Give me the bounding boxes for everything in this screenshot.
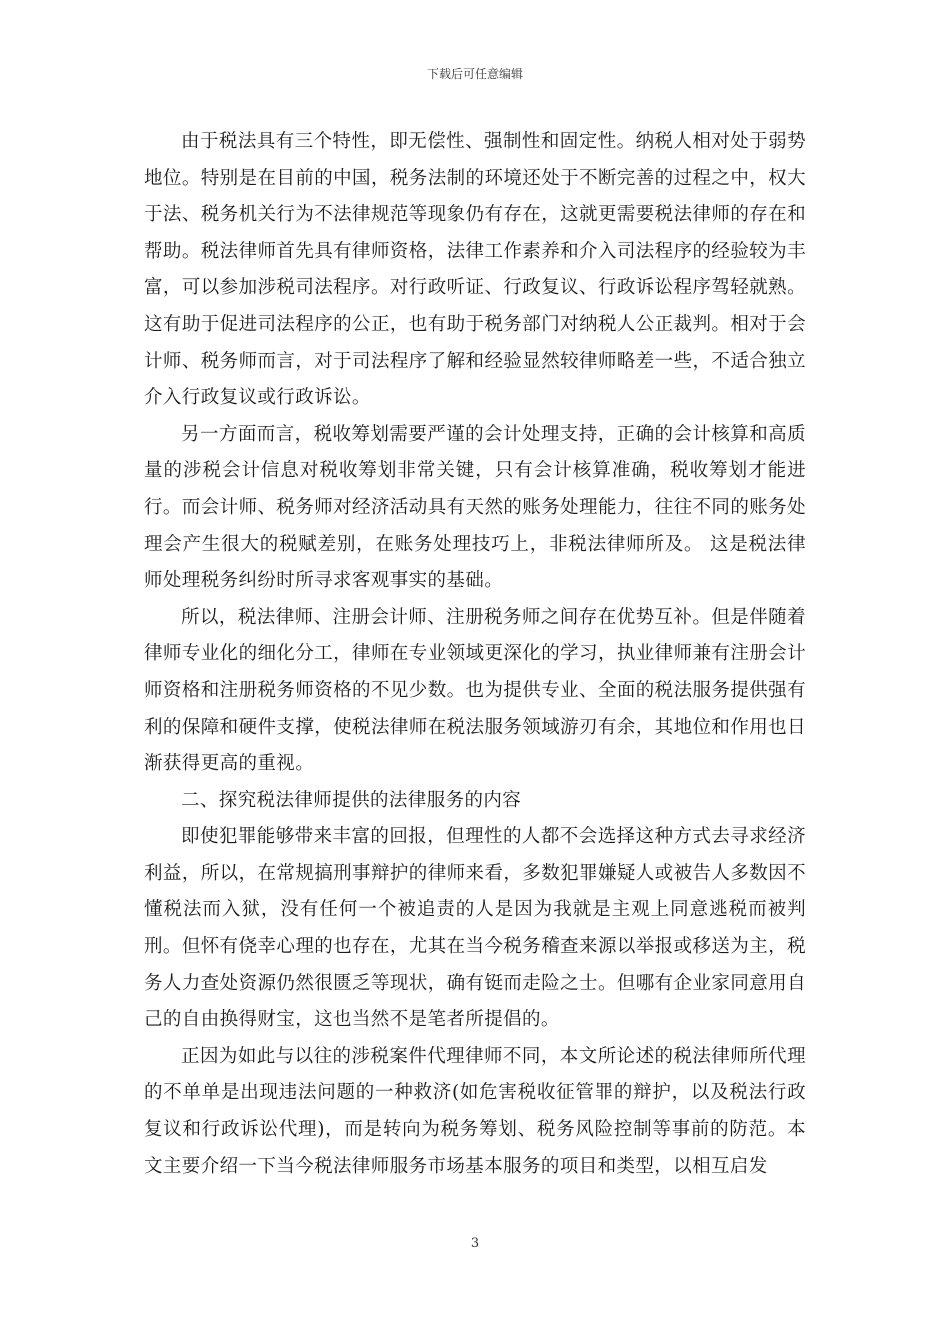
paragraph-1: 由于税法具有三个特性，即无偿性、强制性和固定性。纳税人相对处于弱势地位。特别是在目前的中国，税务法制的环境还处于不断完善的过程之中，权大于法、税务机关行为不法律规范等现象仍有存在，这就更需要税法律师的存在和帮助。税法律师首先具有律师资格，法律工作素养和介入司法程序的经验较为丰富，可以参加涉税司法程序。对行政听证、行政复议、行政诉讼程序驾轻就熟。这有助于促进司法程序的公正，也有助于税务部门对纳税人公正裁判。相对于会计师、税务师而言，对于司法程序了解和经验显然较律师略差一些，不适合独立介入行政复议或行政诉讼。	[144, 131, 806, 409]
page-header: 下载后可任意编辑	[426, 67, 523, 81]
section-heading: 二、探究税法律师提供的法律服务的内容	[181, 789, 522, 811]
page-number: 3	[470, 1236, 480, 1251]
document-body	[144, 124, 806, 1185]
paragraph-3: 所以，税法律师、注册会计师、注册税务师之间存在优势互补。但是伴随着律师专业化的细化分工，律师在专业领域更深化的学习，执业律师兼有注册会计师资格和注册税务师资格的不见少数。也为提供专业、全面的税法服务提供强有利的保障和硬件支撑，使税法律师在税法服务领域游刃有余，其地位和作用也日渐获得更高的重视。	[144, 606, 806, 775]
paragraph-2: 另一方面而言，税收筹划需要严谨的会计处理支持，正确的会计核算和高质量的涉税会计信息对税收筹划非常关键，只有会计核算准确，税收筹划才能进行。而会计师、税务师对经济活动具有天然的账务处理能力，往往不同的账务处理会产生很大的税赋差别，在账务处理技巧上，非税法律师所及。 这是税法律师处理税务纠纷时所寻求客观事实的基础。	[144, 423, 806, 592]
paragraph-5: 正因为如此与以往的涉税案件代理律师不同，本文所论述的税法律师所代理的不单单是出现违法问题的一种救济(如危害税收征管罪的辩护，以及税法行政复议和行政诉讼代理)，而是转向为税务筹划、税务风险控制等事前的防范。本文主要介绍一下当今税法律师服务市场基本服务的项目和类型，以相互启发	[144, 1045, 806, 1177]
paragraph-4: 即使犯罪能够带来丰富的回报，但理性的人都不会选择这种方式去寻求经济利益，所以，在常规搞刑事辩护的律师来看，多数犯罪嫌疑人或被告人多数因不懂税法而入狱，没有任何一个被追责的人是因为我就是主观上同意逃税而被判刑。但怀有侥幸心理的也存在，尤其在当今税务稽查来源以举报或移送为主，税务人力查处资源仍然很匮乏等现状，确有铤而走险之士。但哪有企业家同意用自己的自由换得财宝，这也当然不是笔者所提倡的。	[144, 826, 806, 1031]
